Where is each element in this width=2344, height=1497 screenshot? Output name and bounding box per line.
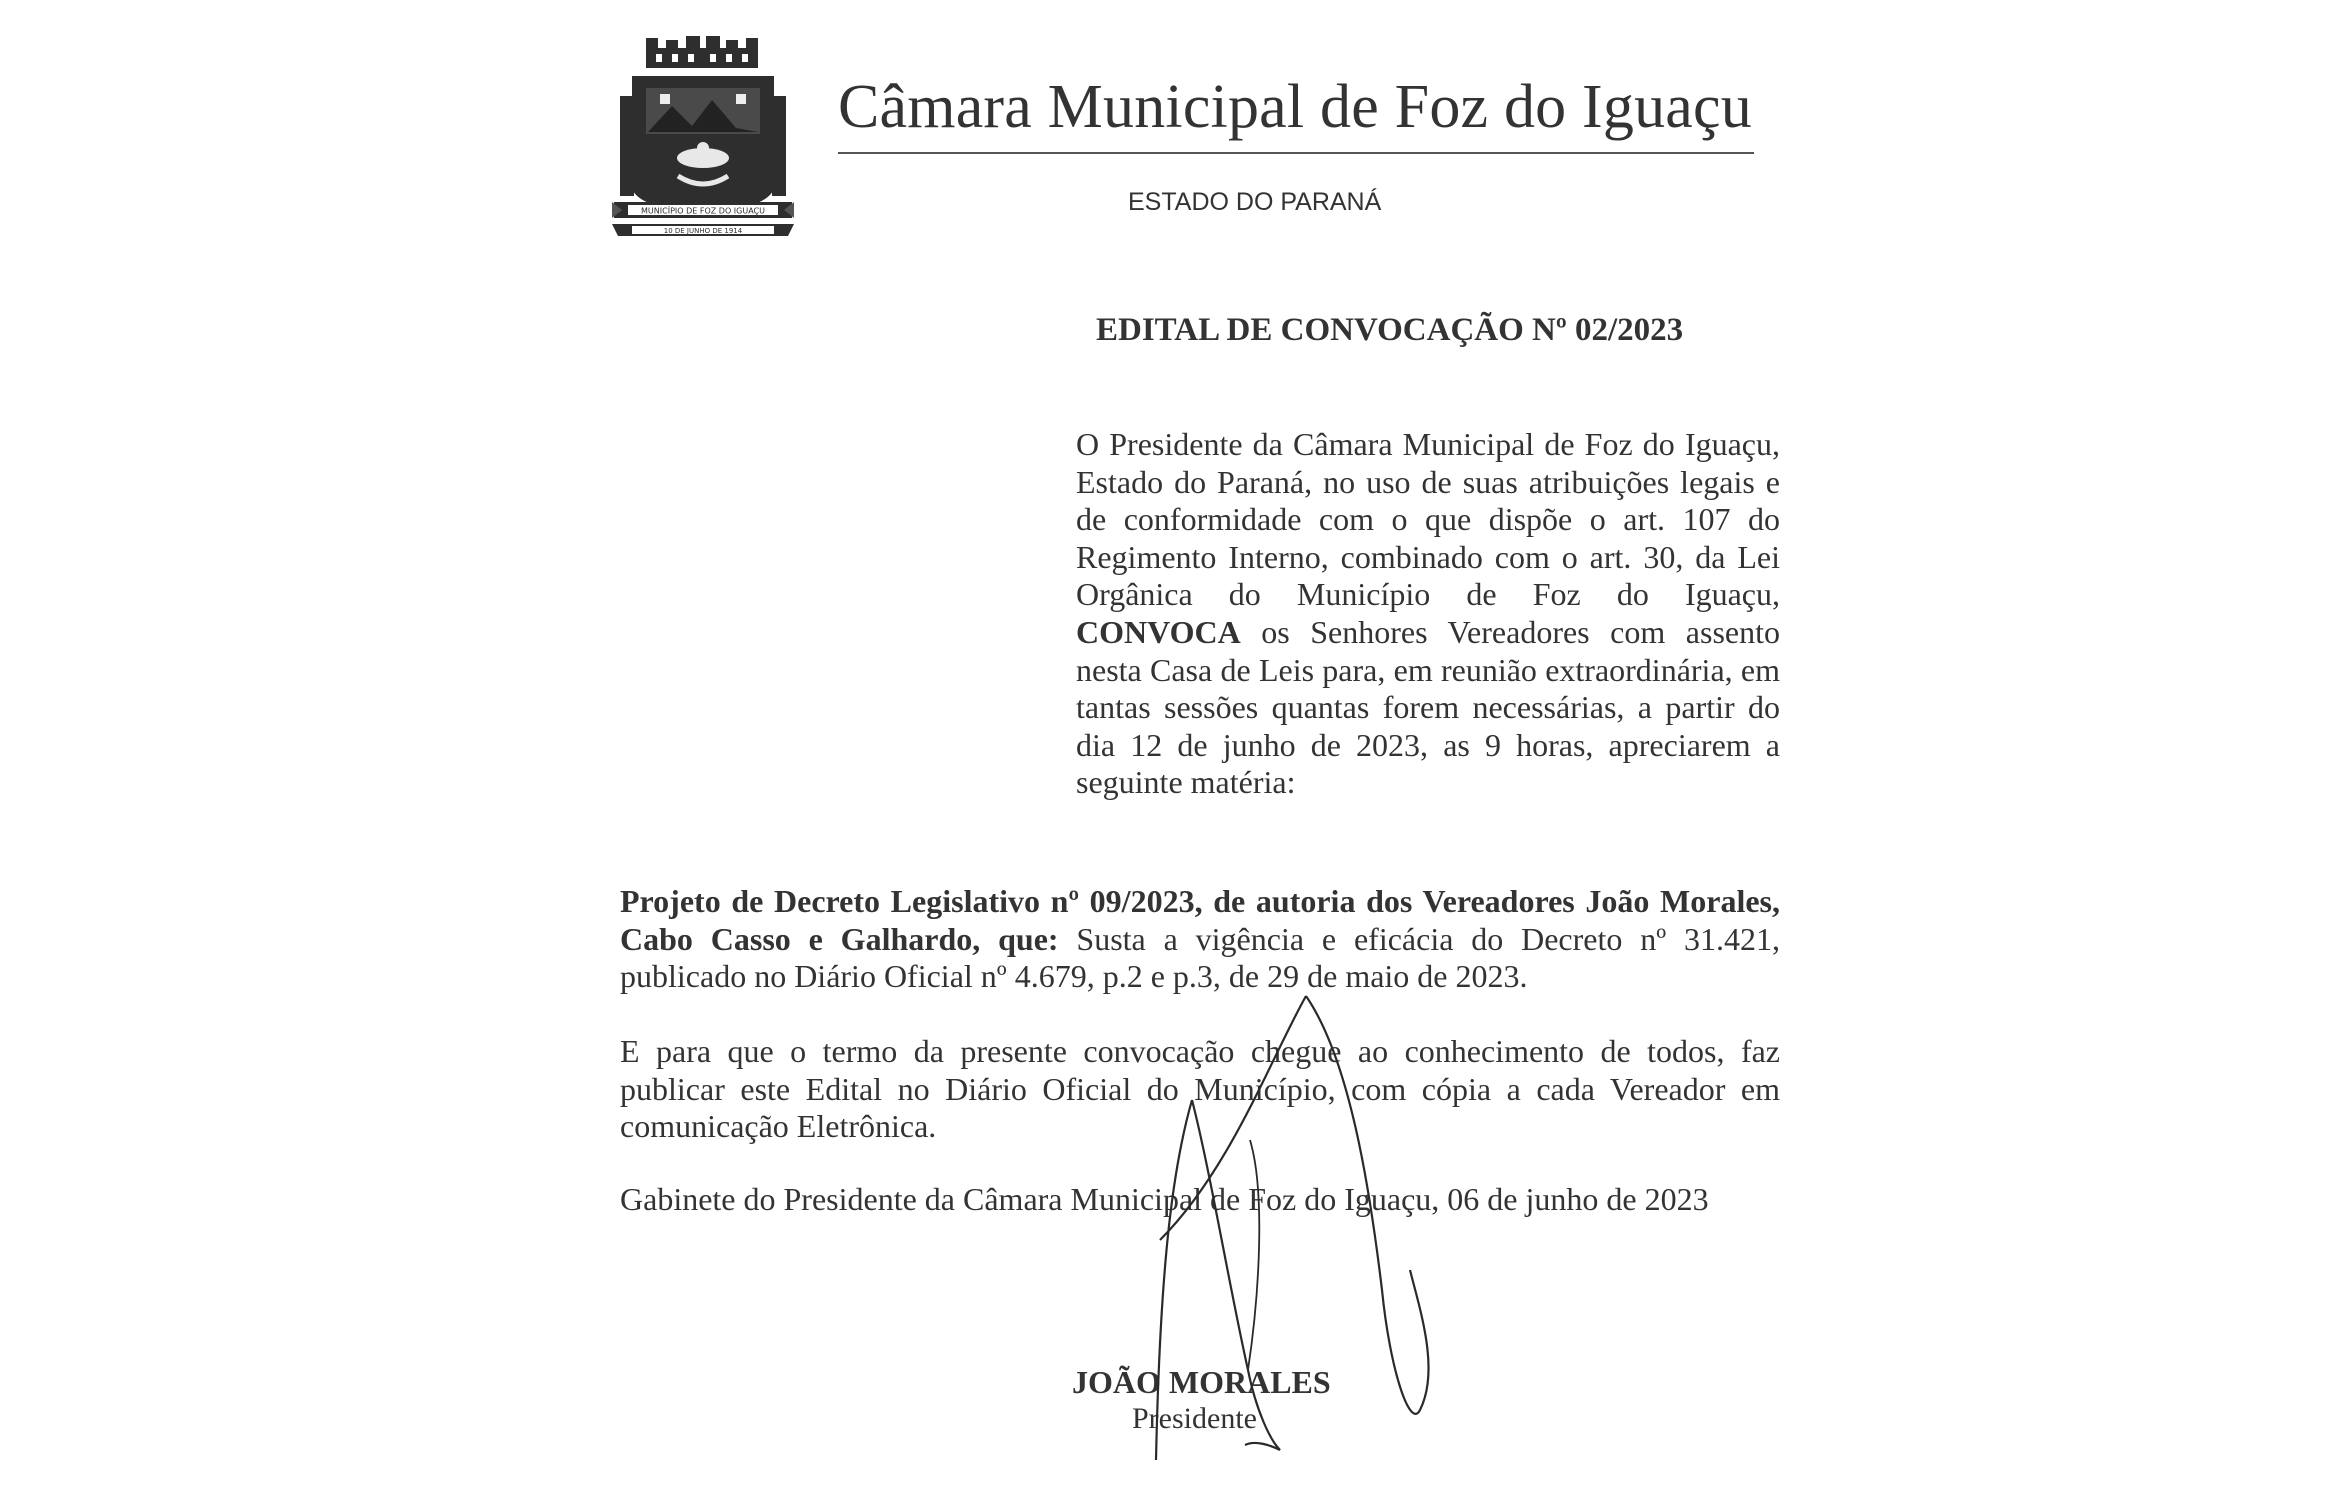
- project-paragraph: [620, 883, 1780, 996]
- place-date-line: Gabinete do Presidente da Câmara Municipal de Foz do Iguaçu, 06 de junho de 2023: [620, 1181, 1709, 1217]
- state-name: ESTADO DO PARANÁ: [1128, 188, 1382, 216]
- intro-text-after: os Senhores Vereadores com assento nesta Casa de Leis para, em reunião extraordinária, em tantas sessões quantas forem necessárias, a partir do dia 12 de junho de 2023, as 9 horas, apreciarem a seguinte matéria:: [1076, 613, 1780, 801]
- institution-name: Câmara Municipal de Foz do Iguaçu: [838, 73, 1752, 141]
- intro-text-before: O Presidente da Câmara Municipal de Foz do Iguaçu, Estado do Paraná, no uso de suas atribuições legais e de conformidade com o que dispõe o art. 107 do Regimento Interno, combinado com o art. 30, da Lei Orgânica do Município de Foz do Iguaçu,: [1076, 426, 1780, 613]
- svg-text:10 DE JUNHO DE 1914: 10 DE JUNHO DE 1914: [663, 227, 743, 235]
- signatory-name: JOÃO MORALES: [1072, 1364, 1331, 1400]
- header-rule: [838, 152, 1754, 154]
- handwritten-signature: [1120, 990, 1450, 1460]
- project-text: Susta a vigência e eficácia do Decreto nº 31.421, publicado no Diário Oficial nº 4.679, p.2 e p.3, de 29 de maio de 2023.: [620, 920, 1781, 995]
- signatory-role: Presidente: [1132, 1402, 1257, 1435]
- municipal-crest-logo: [612, 36, 794, 246]
- intro-highlight: CONVOCA: [1076, 613, 1241, 650]
- document-title: EDITAL DE CONVOCAÇÃO Nº 02/2023: [1096, 312, 1684, 348]
- project-heading: Projeto de Decreto Legislativo nº 09/2023, de autoria dos Vereadores João Morales, Cabo Casso e Galhardo, que:: [620, 883, 1780, 957]
- intro-paragraph: [1076, 426, 1780, 802]
- svg-text:MUNICÍPIO DE FOZ DO IGUAÇU: MUNICÍPIO DE FOZ DO IGUAÇU: [641, 206, 765, 216]
- publication-paragraph: E para que o termo da presente convocação chegue ao conhecimento de todos, faz publicar este Edital no Diário Oficial do Município, com cópia a cada Vereador em comunicação Eletrônica.: [620, 1033, 1780, 1145]
